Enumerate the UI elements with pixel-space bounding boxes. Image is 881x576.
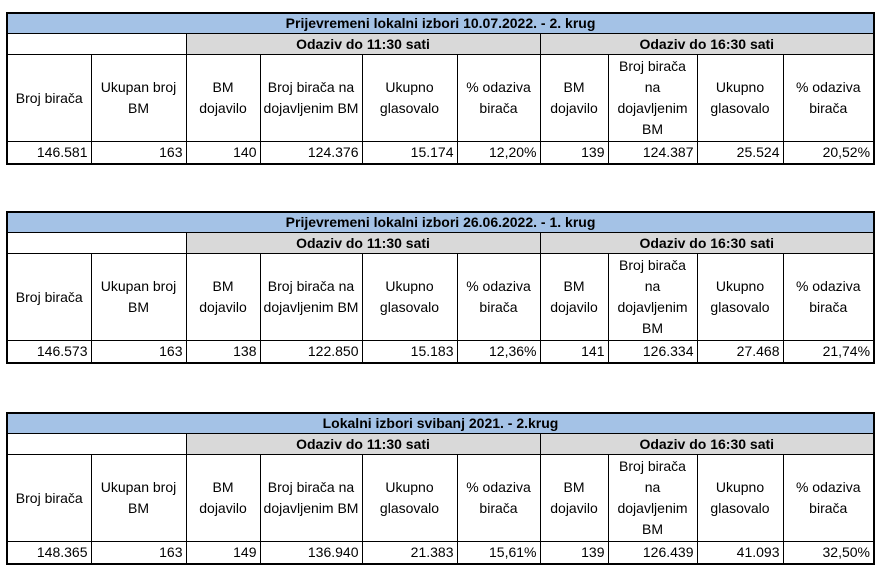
cell-bm-dojavilo-1130: 140	[186, 142, 260, 165]
col-header-bm-dojavilo: BM dojavilo	[186, 254, 260, 341]
group-header-empty	[7, 233, 186, 254]
col-header-odaziv-pct: % odaziva birača	[783, 455, 874, 542]
col-header-ukupan-broj-bm: Ukupan broj BM	[91, 455, 186, 542]
cell-ukupan-broj-bm: 163	[91, 142, 186, 165]
cell-broj-biraca-bm-1630: 126.439	[608, 542, 697, 565]
col-header-odaziv-pct: % odaziva birača	[783, 55, 874, 142]
cell-ukupno-glasovalo-1130: 15.183	[362, 341, 457, 364]
cell-bm-dojavilo-1630: 139	[540, 542, 608, 565]
col-header-odaziv-pct: % odaziva birača	[457, 455, 540, 542]
col-header-ukupan-broj-bm: Ukupan broj BM	[91, 254, 186, 341]
cell-bm-dojavilo-1130: 149	[186, 542, 260, 565]
table-title: Lokalni izbori svibanj 2021. - 2.krug	[7, 413, 874, 434]
col-header-ukupno-glasovalo: Ukupno glasovalo	[697, 455, 783, 542]
table-row	[7, 341, 874, 364]
col-header-ukupno-glasovalo: Ukupno glasovalo	[697, 254, 783, 341]
table-title: Prijevremeni lokalni izbori 26.06.2022. - 1. krug	[7, 212, 874, 233]
table-title: Prijevremeni lokalni izbori 10.07.2022. - 2. krug	[7, 13, 874, 34]
group-header-1130: Odaziv do 11:30 sati	[186, 34, 540, 55]
cell-odaziv-pct-1130: 12,36%	[457, 341, 540, 364]
table-row	[7, 542, 874, 565]
group-header-1630: Odaziv do 16:30 sati	[540, 34, 874, 55]
cell-ukupan-broj-bm: 163	[91, 542, 186, 565]
cell-broj-biraca-bm-1130: 124.376	[260, 142, 362, 165]
col-header-odaziv-pct: % odaziva birača	[457, 254, 540, 341]
col-header-broj-biraca: Broj birača	[7, 254, 91, 341]
cell-broj-biraca: 146.581	[7, 142, 91, 165]
group-header-empty	[7, 434, 186, 455]
col-header-broj-biraca-bm: Broj birača na dojavljenim BM	[260, 254, 362, 341]
cell-ukupno-glasovalo-1630: 27.468	[697, 341, 783, 364]
group-header-1630: Odaziv do 16:30 sati	[540, 434, 874, 455]
cell-broj-biraca: 146.573	[7, 341, 91, 364]
col-header-ukupno-glasovalo: Ukupno glasovalo	[362, 55, 457, 142]
cell-ukupno-glasovalo-1130: 21.383	[362, 542, 457, 565]
col-header-odaziv-pct: % odaziva birača	[783, 254, 874, 341]
turnout-table-2	[6, 211, 875, 364]
cell-ukupan-broj-bm: 163	[91, 341, 186, 364]
turnout-table-1	[6, 12, 875, 165]
col-header-bm-dojavilo: BM dojavilo	[186, 55, 260, 142]
col-header-bm-dojavilo: BM dojavilo	[540, 55, 608, 142]
col-header-ukupno-glasovalo: Ukupno glasovalo	[362, 455, 457, 542]
col-header-broj-biraca-bm: Broj birača na dojavljenim BM	[608, 55, 697, 142]
col-header-bm-dojavilo: BM dojavilo	[186, 455, 260, 542]
cell-odaziv-pct-1130: 15,61%	[457, 542, 540, 565]
cell-ukupno-glasovalo-1630: 41.093	[697, 542, 783, 565]
col-header-broj-biraca: Broj birača	[7, 455, 91, 542]
turnout-table-3	[6, 412, 875, 565]
group-header-1630: Odaziv do 16:30 sati	[540, 233, 874, 254]
cell-broj-biraca-bm-1630: 124.387	[608, 142, 697, 165]
col-header-broj-biraca: Broj birača	[7, 55, 91, 142]
group-header-1130: Odaziv do 11:30 sati	[186, 233, 540, 254]
table-row	[7, 142, 874, 165]
cell-odaziv-pct-1130: 12,20%	[457, 142, 540, 165]
col-header-odaziv-pct: % odaziva birača	[457, 55, 540, 142]
cell-broj-biraca-bm-1130: 136.940	[260, 542, 362, 565]
cell-broj-biraca-bm-1630: 126.334	[608, 341, 697, 364]
col-header-ukupno-glasovalo: Ukupno glasovalo	[362, 254, 457, 341]
col-header-broj-biraca-bm: Broj birača na dojavljenim BM	[608, 455, 697, 542]
cell-odaziv-pct-1630: 32,50%	[783, 542, 874, 565]
col-header-broj-biraca-bm: Broj birača na dojavljenim BM	[260, 455, 362, 542]
cell-ukupno-glasovalo-1130: 15.174	[362, 142, 457, 165]
cell-broj-biraca: 148.365	[7, 542, 91, 565]
col-header-bm-dojavilo: BM dojavilo	[540, 254, 608, 341]
cell-ukupno-glasovalo-1630: 25.524	[697, 142, 783, 165]
cell-odaziv-pct-1630: 21,74%	[783, 341, 874, 364]
cell-bm-dojavilo-1630: 141	[540, 341, 608, 364]
col-header-ukupan-broj-bm: Ukupan broj BM	[91, 55, 186, 142]
group-header-empty	[7, 34, 186, 55]
col-header-broj-biraca-bm: Broj birača na dojavljenim BM	[260, 55, 362, 142]
col-header-ukupno-glasovalo: Ukupno glasovalo	[697, 55, 783, 142]
col-header-broj-biraca-bm: Broj birača na dojavljenim BM	[608, 254, 697, 341]
cell-bm-dojavilo-1130: 138	[186, 341, 260, 364]
cell-bm-dojavilo-1630: 139	[540, 142, 608, 165]
cell-broj-biraca-bm-1130: 122.850	[260, 341, 362, 364]
col-header-bm-dojavilo: BM dojavilo	[540, 455, 608, 542]
cell-odaziv-pct-1630: 20,52%	[783, 142, 874, 165]
group-header-1130: Odaziv do 11:30 sati	[186, 434, 540, 455]
